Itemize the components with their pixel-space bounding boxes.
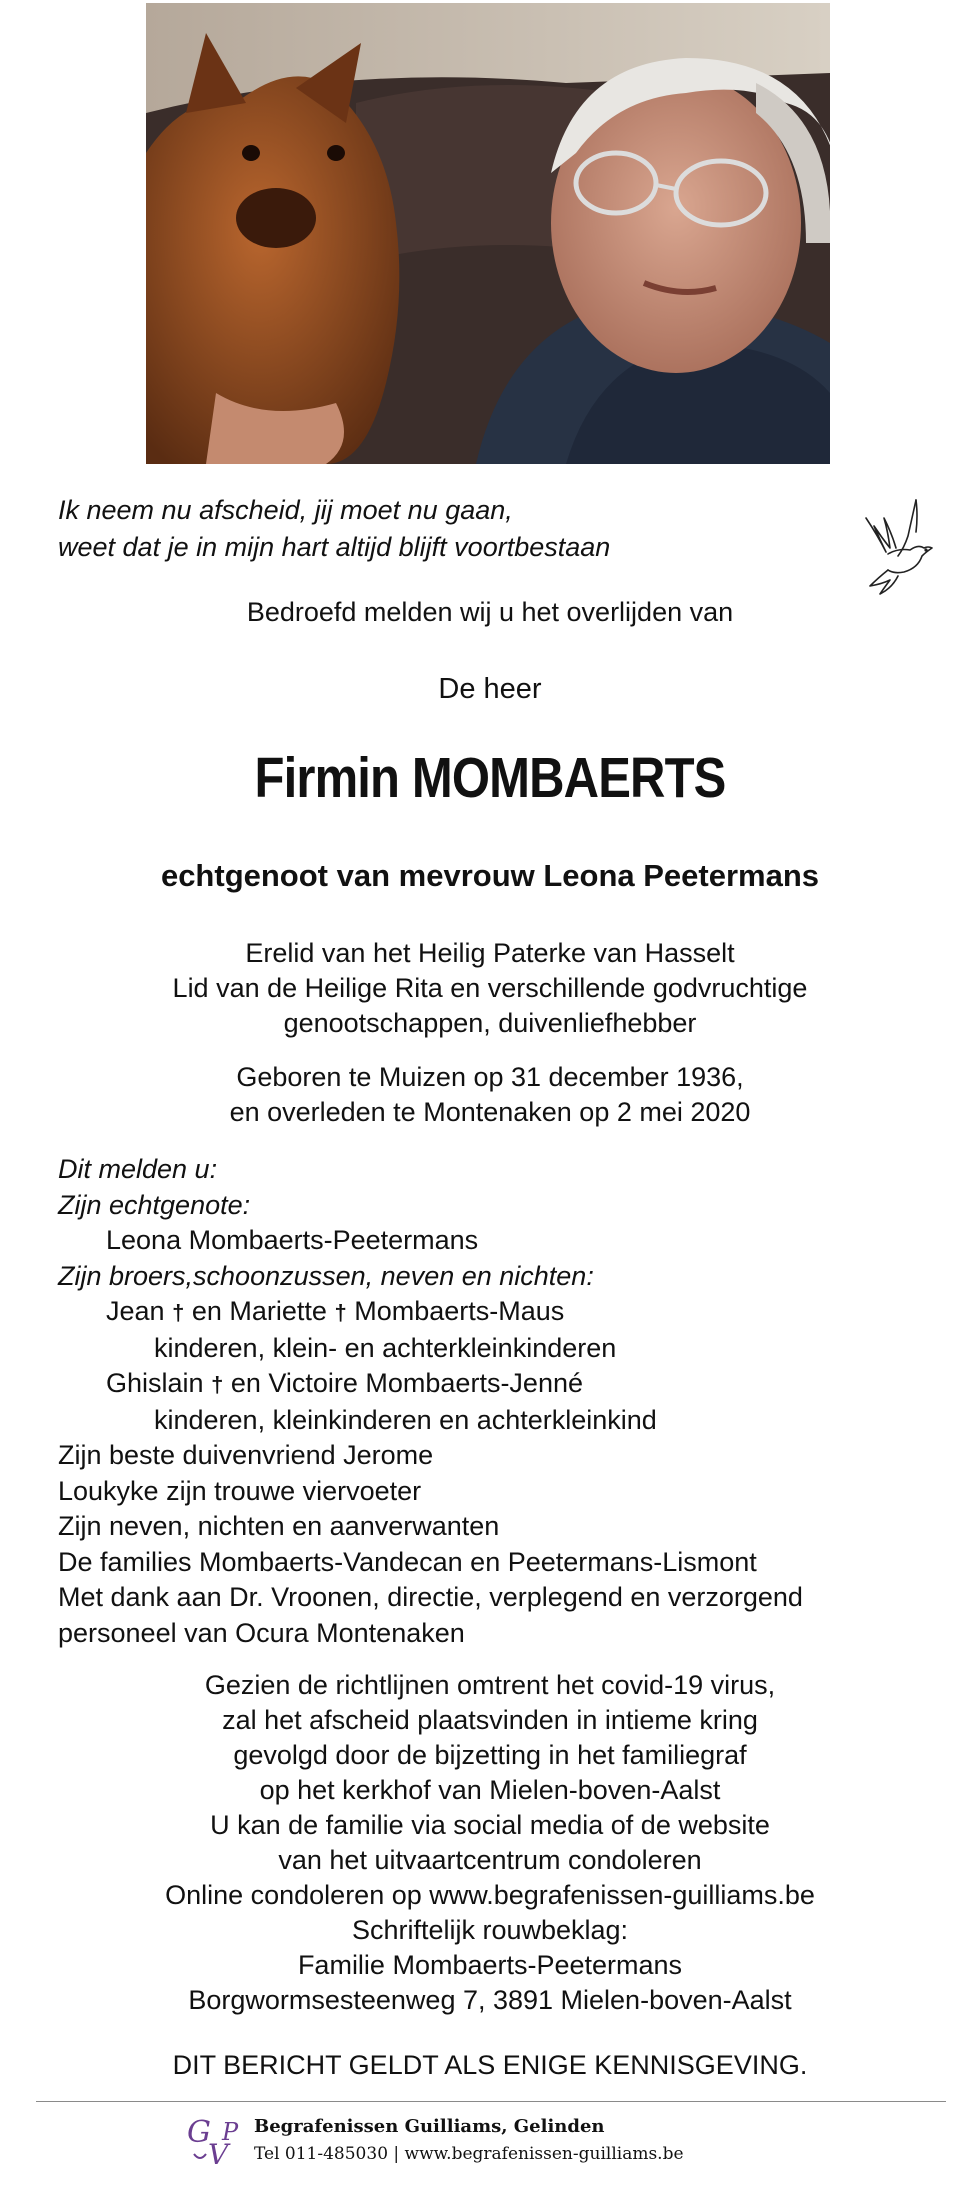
family-line: De families Mombaerts-Vandecan en Peetermans-Lismont — [58, 1546, 757, 1577]
honorary-titles — [0, 936, 980, 1041]
deceased-name: Firmin MOMBAERTS — [254, 746, 726, 810]
siblings-heading: Zijn broers,schoonzussen, neven en nichten: — [58, 1260, 594, 1291]
family-line: personeel van Ocura Montenaken — [58, 1617, 465, 1648]
announcement: Bedroefd melden wij u het overlijden van — [246, 597, 734, 627]
sibling-couple-1 — [58, 1294, 958, 1331]
dove-icon — [858, 496, 944, 596]
spouse-line: echtgenoot van mevrouw Leona Peetermans — [160, 858, 820, 893]
family-line: Zijn neven, nichten en aanverwanten — [58, 1511, 500, 1541]
info-line: van het uitvaartcentrum condoleren — [278, 1845, 702, 1875]
footer-divider — [36, 2101, 946, 2102]
family-list — [58, 1152, 958, 1651]
spouse-name: Leona Mombaerts-Peetermans — [106, 1225, 479, 1255]
info-line: Gezien de richtlijnen omtrent het covid-19 virus, — [204, 1670, 776, 1700]
title-line: Erelid van het Heilig Paterke van Hasselt — [245, 938, 735, 968]
svg-text:V: V — [208, 2138, 229, 2171]
sibling-name: en Victoire Mombaerts-Jenné — [230, 1368, 584, 1398]
sibling-surname: Mombaerts-Maus — [354, 1296, 565, 1326]
title-line: Lid van de Heilige Rita en verschillende godvruchtige — [172, 973, 808, 1003]
poem-line: Ik neem nu afscheid, jij moet nu gaan, — [58, 495, 513, 525]
sibling-name: Jean — [106, 1296, 165, 1326]
life-dates — [0, 1060, 980, 1130]
condolence-url-line[interactable]: Online condoleren op www.begrafenissen-guilliams.be — [165, 1880, 815, 1910]
cross-icon: † — [334, 1300, 347, 1325]
cross-icon: † — [211, 1372, 224, 1397]
birth-line: Geboren te Muizen op 31 december 1936, — [236, 1062, 744, 1092]
portrait-illustration — [146, 3, 830, 464]
family-line: Loukyke zijn trouwe viervoeter — [58, 1475, 422, 1506]
sibling-descendants: kinderen, kleinkinderen en achterkleinkind — [154, 1404, 657, 1435]
sibling-couple-2 — [58, 1366, 958, 1403]
family-line: Met dank aan Dr. Vroonen, directie, verplegend en verzorgend — [58, 1582, 803, 1612]
sole-notice: DIT BERICHT GELDT ALS ENIGE KENNISGEVING. — [172, 2050, 808, 2080]
funeral-home-name: Begrafenissen Guilliams, Gelinden — [254, 2116, 605, 2137]
salutation: De heer — [438, 673, 542, 705]
poem-verse — [58, 492, 818, 566]
cross-icon: † — [172, 1300, 185, 1325]
sibling-name: en Mariette — [191, 1296, 327, 1326]
death-line: en overleden te Montenaken op 2 mei 2020 — [229, 1097, 751, 1127]
sibling-descendants: kinderen, klein- en achterkleinkinderen — [154, 1332, 617, 1363]
info-line: zal het afscheid plaatsvinden in intieme kring — [222, 1705, 758, 1735]
funeral-home-contact[interactable]: Tel 011-485030 | www.begrafenissen-guilliams.be — [254, 2144, 684, 2164]
info-line: Schriftelijk rouwbeklag: — [351, 1915, 629, 1945]
sibling-name: Ghislain — [106, 1368, 204, 1398]
title-line: genootschappen, duivenliefhebber — [283, 1008, 697, 1038]
info-line: U kan de familie via social media of de website — [210, 1810, 770, 1840]
spouse-heading: Zijn echtgenote: — [58, 1189, 251, 1220]
address-line: Borgwormsesteenweg 7, 3891 Mielen-boven-Aalst — [188, 1985, 792, 2015]
practical-info — [0, 1668, 980, 2018]
funeral-home-logo — [186, 2114, 240, 2172]
poem-line: weet dat je in mijn hart altijd blijft voortbestaan — [58, 532, 611, 562]
info-line: op het kerkhof van Mielen-boven-Aalst — [259, 1775, 721, 1805]
info-line: gevolgd door de bijzetting in het familiegraf — [233, 1740, 747, 1770]
family-line: Zijn beste duivenvriend Jerome — [58, 1440, 434, 1470]
info-line: Familie Mombaerts-Peetermans — [297, 1950, 683, 1980]
svg-text:P: P — [222, 2118, 239, 2146]
svg-text:G: G — [187, 2115, 211, 2150]
portrait-photo — [146, 3, 830, 464]
family-intro: Dit melden u: — [58, 1154, 218, 1184]
